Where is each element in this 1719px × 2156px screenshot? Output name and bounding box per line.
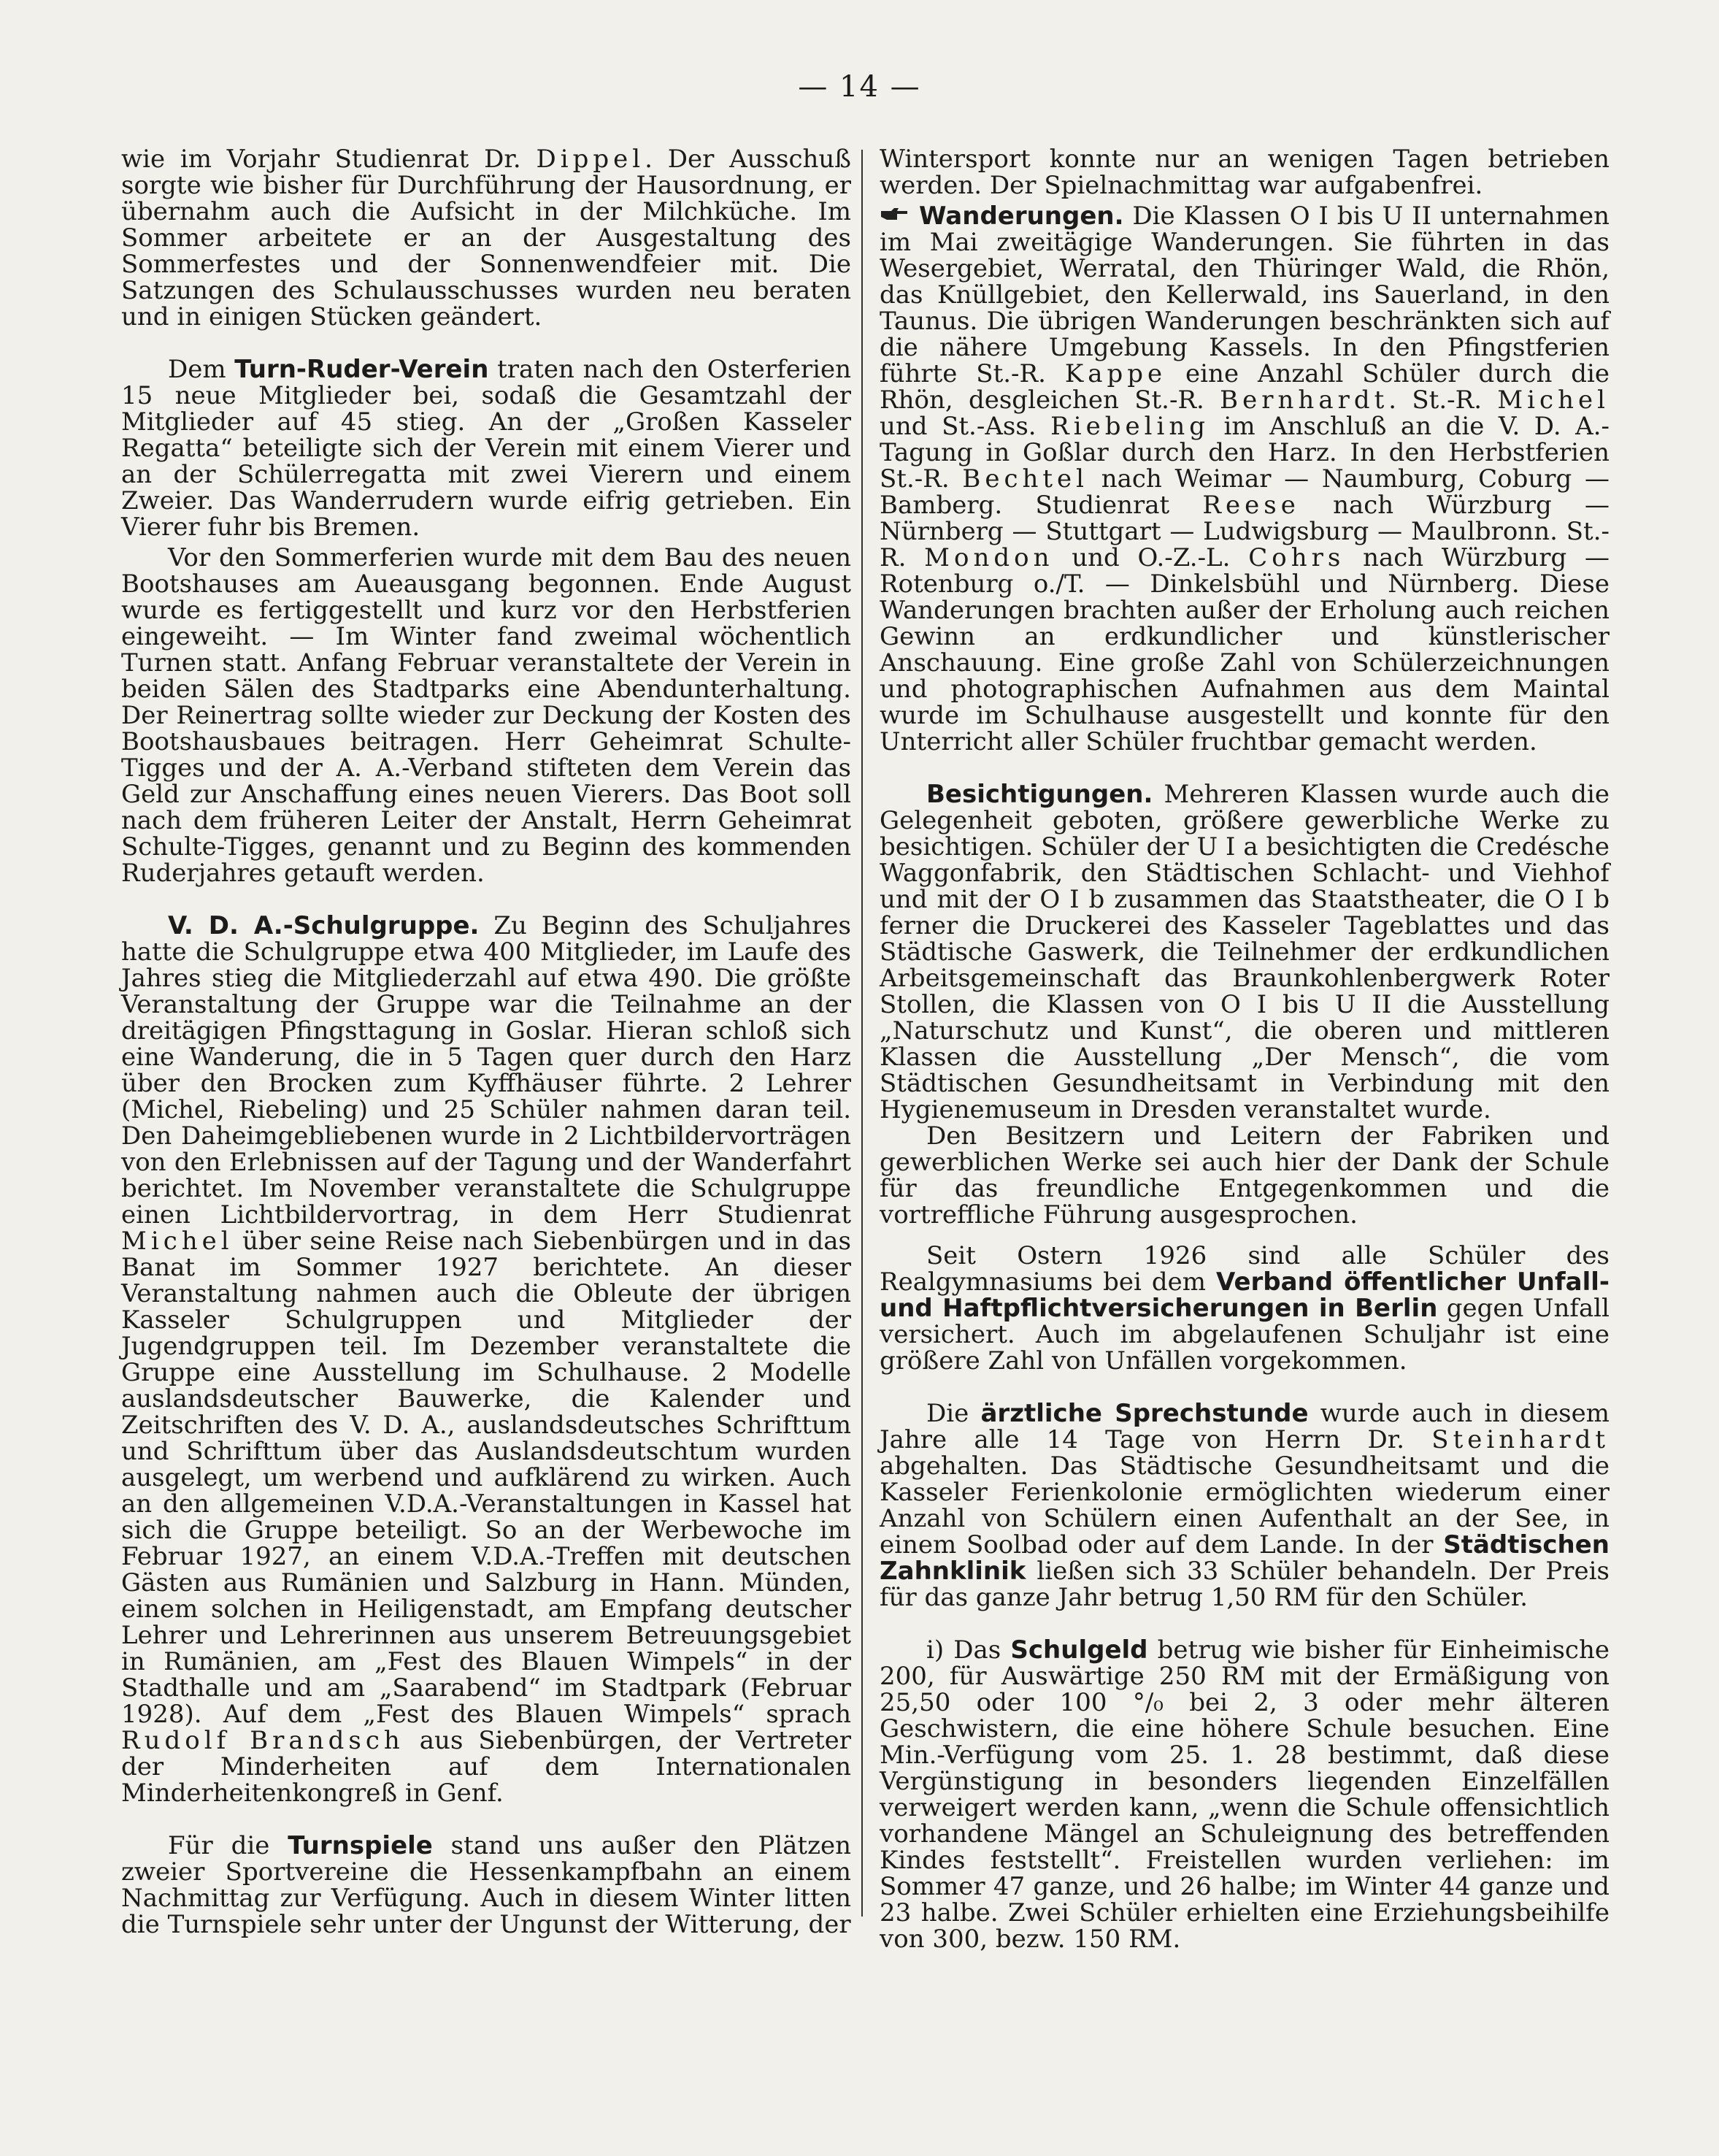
paragraph-vda-schulgruppe: V. D. A.-Schulgruppe. Zu Beginn des Schuljahres hatte die Schulgruppe etwa 400 Mitglieder, im Laufe des Jahres stieg die Mitgliederzahl auf etwa 490. Die größte Veranstaltung der Gruppe war die Teilnahme an der dreitägigen Pfingsttagung in Goslar. Hieran schloß sich eine Wanderung, die in 5 Tagen quer durch den Harz über den Brocken zum Kyffhäuser führte. 2 Lehrer (Michel, Riebeling) und 25 Schüler nahmen daran teil. Den Daheimgebliebenen wurde in 2 Lichtbildervorträgen von den Erlebnissen auf der Tagung und der Wanderfahrt berichtet. Im November veranstaltete die Schulgruppe einen Lichtbildervortrag, in dem Herr Studienrat Michel über seine Reise nach Siebenbürgen und in das Banat im Sommer 1927 berichtete. An dieser Veranstaltung nahmen auch die Obleute der übrigen Kasseler Schulgruppen und Mitglieder der Jugendgruppen teil. Im Dezember veranstaltete die Gruppe eine Ausstellung im Schulhause. 2 Modelle auslandsdeutscher Bauwerke, die Kalender und Zeitschriften des V. D. A., auslandsdeutsches Schrifttum und Schrifttum über das Auslandsdeutschtum wurden ausgelegt, um werbend und aufklärend zu wirken. Auch an den allgemeinen V.D.A.-Veranstaltungen in Kassel hat sich die Gruppe beteiligt. So an der Werbewoche im Februar 1927, an einem V.D.A.-Treffen mit deutschen Gästen aus Rumänien und Salzburg in Hann. Münden, einem solchen in Heiligenstadt, am Empfang deutscher Lehrer und Lehrerinnen aus unserem Betreuungsgebiet in Rumänien, am „Fest des Blauen Wimpels“ in der Stadthalle und am „Saarabend“ im Stadtpark (Februar 1928). Auf dem „Fest des Blauen Wimpels“ sprach Rudolf Brandsch aus Siebenbürgen, der Vertreter der Minderheiten auf dem Internationalen Minderheitenkongreß in Genf. [121, 911, 851, 1808]
left-column [121, 146, 851, 1938]
paragraph-versicherung: Seit Ostern 1926 sind alle Schüler des Realgymnasiums bei dem Verband öffentlicher Unfall- und Haftpflichtversicherungen in Berlin gegen Unfall versichert. Auch im abgelaufenen Schuljahr ist eine größere Zahl von Unfällen vorgekommen. [880, 1241, 1610, 1376]
paragraph-wintersport: Wintersport konnte nur an wenigen Tagen betrieben werden. Der Spielnachmittag war aufgabenfrei. [880, 145, 1610, 200]
paragraph-besichtigungen: Besichtigungen. Mehreren Klassen wurde auch die Gelegenheit geboten, größere gewerbliche Werke zu besichtigen. Schüler der U I a besichtigten die Credésche Waggonfabrik, den Städtischen Schlacht- und Viehhof und mit der O I b zusammen das Staatstheater, die O I b ferner die Druckerei des Kasseler Tageblattes und das Städtische Gaswerk, die Teilnehmer der erdkundlichen Arbeitsgemeinschaft das Braunkohlenbergwerk Roter Stollen, die Klassen von O I bis U II die Ausstellung „Naturschutz und Kunst“, die oberen und mittleren Klassen die Ausstellung „Der Mensch“, die vom Städtischen Gesundheitsamt in Verbindung mit den Hygienemuseum in Dresden veranstaltet wurde. [880, 780, 1610, 1124]
paragraph-wanderungen: Wanderungen. Die Klassen O I bis U II unternahmen im Mai zweitägige Wanderungen. Sie führten in das Wesergebiet, Werratal, den Thüringer Wald, die Rhön, das Knüllgebiet, den Kellerwald, ins Sauerland, in den Taunus. Die übrigen Wanderungen beschränkten sich auf die nähere Umgebung Kassels. In den Pfingstferien führte St.-R. Kappe eine Anzahl Schüler durch die Rhön, desgleichen St.-R. Bernhardt. St.-R. Michel und St.-Ass. Riebeling im Anschluß an die V. D. A.-Tagung in Goßlar durch den Harz. In den Herbstferien St.-R. Bechtel nach Weimar — Naumburg, Coburg — Bamberg. Studienrat Reese nach Würzburg — Nürnberg — Stuttgart — Ludwigsburg — Maulbronn. St.-R. Mondon und O.-Z.-L. Cohrs nach Würzburg — Rotenburg o./T. — Dinkelsbühl und Nürnberg. Diese Wanderungen brachten außer der Erholung auch reichen Gewinn an erdkundlicher und künstlerischer Anschauung. Eine große Zahl von Schülerzeichnungen und photographischen Aufnahmen aus dem Maintal wurde im Schulhause ausgestellt und konnte für den Unterricht aller Schüler fruchtbar gemacht werden. [880, 202, 1610, 756]
pointing-hand-icon [880, 207, 909, 223]
paragraph-schulausschuss: wie im Vorjahr Studienrat Dr. Dippel. Der Ausschuß sorgte wie bisher für Durchführung der Hausordnung, er übernahm auch die Aufsicht in der Milchküche. Im Sommer arbeitete er an der Ausgestaltung des Sommerfestes und der Sonnenwendfeier mit. Die Satzungen des Schulausschusses wurden neu beraten und in einigen Stücken geändert. [121, 145, 851, 331]
paragraph-schulgeld: i) Das Schulgeld betrug wie bisher für Einheimische 200, für Auswärtige 250 RM mit der Ermäßigung von 25,50 oder 100 °/₀ bei 2, 3 oder mehr älteren Geschwistern, die eine höhere Schule besuchen. Eine Min.-Verfügung vom 25. 1. 28 bestimmt, daß diese Vergünstigung in besonders liegenden Einzelfällen verweigert werden kann, „wenn die Schule offensichtlich vorhandene Mängel an Schuleignung des betreffenden Kindes feststellt“. Freistellen wurden verliehen: im Sommer 47 ganze, und 26 halbe; im Winter 44 ganze und 23 halbe. Zwei Schüler erhielten eine Erziehungsbeihilfe von 300, bezw. 150 RM. [880, 1635, 1610, 1954]
right-column [880, 146, 1610, 1952]
paragraph-dank: Den Besitzern und Leitern der Fabriken und gewerblichen Werke sei auch hier der Dank der Schule für das freundliche Entgegenkommen und die vortreffliche Führung ausgesprochen. [880, 1121, 1610, 1229]
paragraph-sprechstunde: Die ärztliche Sprechstunde wurde auch in diesem Jahre alle 14 Tage von Herrn Dr. Steinhardt abgehalten. Das Städtische Gesundheitsamt und die Kasseler Ferienkolonie ermöglichten wiederum einer Anzahl von Schülern einen Aufenthalt an der See, in einem Soolbad oder auf dem Lande. In der Städtischen Zahnklinik ließen sich 33 Schüler behandeln. Der Preis für das ganze Jahr betrug 1,50 RM für den Schüler. [880, 1399, 1610, 1612]
paragraph-turnspiele: Für die Turnspiele stand uns außer den Plätzen zweier Sportvereine die Hessenkampfbahn an einem Nachmittag zur Verfügung. Auch in diesem Winter litten die Turnspiele sehr unter der Ungunst der Witterung, der [121, 1831, 851, 1939]
paragraph-bootshaus: Vor den Sommerferien wurde mit dem Bau des neuen Bootshauses am Aueausgang begonnen. Ende August wurde es fertiggestellt und kurz vor den Herbstferien eingeweiht. — Im Winter fand zweimal wöchentlich Turnen statt. Anfang Februar veranstaltete der Verein in beiden Sälen des Stadtparks eine Abendunterhaltung. Der Reinertrag sollte wieder zur Deckung der Kosten des Bootshausbaues beitragen. Herr Geheimrat Schulte-Tigges und der A. A.-Verband stifteten dem Verein das Geld zur Anschaffung eines neuen Vierers. Das Boot soll nach dem früheren Leiter der Anstalt, Herrn Geheimrat Schulte-Tigges, genannt und zu Beginn des kommenden Ruderjahres getauft werden. [121, 543, 851, 888]
page-number: — 14 — [798, 70, 921, 104]
paragraph-turn-ruder-verein: Dem Turn-Ruder-Verein traten nach den Osterferien 15 neue Mitglieder bei, sodaß die Gesamtzahl der Mitglieder auf 45 stieg. An der „Großen Kasseler Regatta“ beteiligte sich der Verein mit einem Vierer und an der Schülerregatta mit zwei Vierern und einem Zweier. Das Wanderrudern wurde eifrig getrieben. Ein Vierer fuhr bis Bremen. [121, 355, 851, 542]
column-divider [861, 150, 863, 1917]
